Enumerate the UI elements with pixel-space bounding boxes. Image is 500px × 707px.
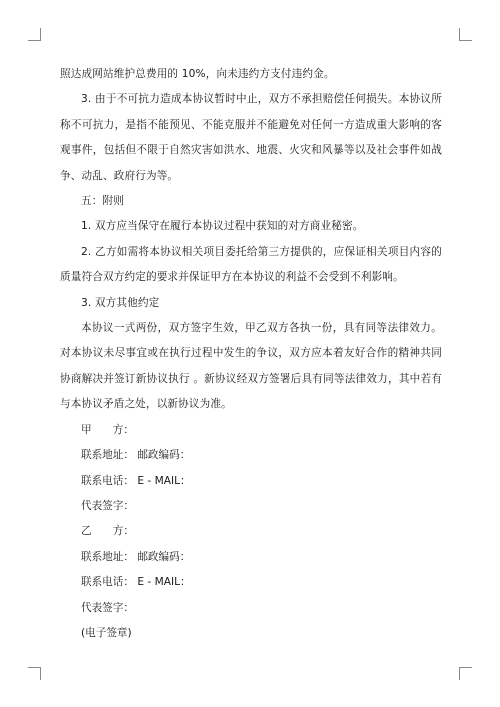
party-b-address: 联系地址： 邮政编码： bbox=[81, 550, 191, 563]
crop-mark-top-left bbox=[28, 28, 41, 41]
crop-mark-bottom-left bbox=[28, 667, 41, 680]
party-a-signature: 代表签字： bbox=[81, 499, 134, 512]
paragraph-copies-effect: 本协议一式两份，双方签字生效，甲乙双方各执一份，具有同等法律效力。对本协议未尽事宜或在执行过程中发生的争议，双方应本着友好合作的精神共同协商解决并签订新协议执行 。新协议经双方签署后具有同等法律效力，其中若有与本协议矛盾之处，以新协议为准。 bbox=[60, 322, 442, 411]
signature-block bbox=[60, 418, 442, 647]
section-heading-appendix: 五：附则 bbox=[81, 195, 124, 208]
party-b-signature: 代表签字： bbox=[81, 601, 134, 614]
paragraph-penalty-continuation: 照达成网站维护总费用的 10%，向未违约方支付违约金。 bbox=[60, 68, 335, 80]
paragraph-third-party: 2. 乙方如需将本协议相关项目委托给第三方提供的，应保证相关项目内容的质量符合双方约定的要求并保证甲方在本协议的利益不会受到不利影响。 bbox=[60, 245, 442, 284]
document-body bbox=[60, 62, 442, 646]
crop-mark-bottom-right bbox=[459, 667, 472, 680]
crop-mark-top-right bbox=[459, 28, 472, 41]
electronic-seal-note: (电子签章) bbox=[81, 626, 132, 639]
paragraph-force-majeure: 3. 由于不可抗力造成本协议暂时中止，双方不承担赔偿任何损失。本协议所称不可抗力，是指不能预见、不能克服并不能避免对任何一方造成重大影响的客观事件，包括但不限于自然灾害如洪水、地震、火灾和风暴等以及社会事件如战争、动乱、政府行为等。 bbox=[60, 93, 442, 182]
party-b-label: 乙 方： bbox=[81, 525, 134, 538]
party-a-address: 联系地址： 邮政编码： bbox=[81, 449, 191, 462]
party-a-phone-email: 联系电话： E - MAIL： bbox=[81, 474, 191, 487]
party-a-label: 甲 方： bbox=[81, 423, 134, 436]
paragraph-confidentiality: 1. 双方应当保守在履行本协议过程中获知的对方商业秘密。 bbox=[81, 220, 364, 233]
party-b-phone-email: 联系电话： E - MAIL： bbox=[81, 576, 191, 589]
paragraph-other-agreements-heading: 3. 双方其他约定 bbox=[81, 296, 160, 309]
